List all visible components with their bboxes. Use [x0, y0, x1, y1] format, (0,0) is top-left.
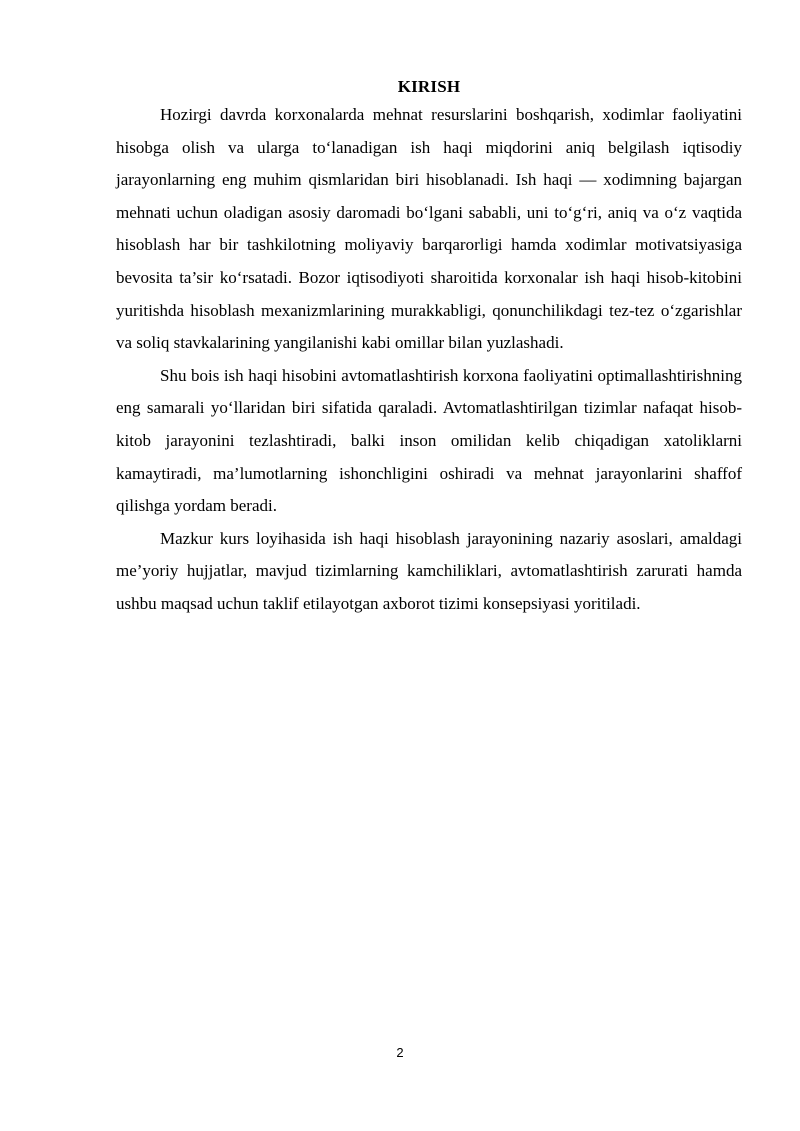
page-number: 2 [396, 1045, 404, 1060]
paragraph-3: Mazkur kurs loyihasida ish haqi hisoblash jarayonining nazariy asoslari, amaldagi me’yoriy hujjatlar, mavjud tizimlarning kamchiliklari, avtomatlashtirish zarurati hamda ushbu maqsad uchun taklif etilayotgan axborot tizimi konsepsiyasi yoritiladi. [116, 528, 742, 613]
page-content [116, 76, 742, 621]
paragraph-1: Hozirgi davrda korxonalarda mehnat resurslarini boshqarish, xodimlar faoliyatini hisobga olish va ularga to‘lanadigan ish haqi miqdorini aniq belgilash iqtisodiy jarayonlarning eng muhim qismlaridan biri hisoblanadi. Ish haqi — xodimning bajargan mehnati uchun oladigan asosiy daromadi bo‘lgani sababli, uni to‘g‘ri, aniq va o‘z vaqtida hisoblash har bir tashkilotning moliyaviy barqarorligi hamda xodimlar motivatsiyasiga bevosita ta’sir ko‘rsatadi. Bozor iqtisodiyoti sharoitida korxonalar ish haqi hisob-kitobini yuritishda hisoblash mexanizmlarining murakkabligi, qonunchilikdagi tez-tez o‘zgarishlar va soliq stavkalarining yangilanishi kabi omillar bilan yuzlashadi. [116, 105, 742, 353]
section-heading: KIRISH [397, 77, 461, 96]
paragraph-2: Shu bois ish haqi hisobini avtomatlashtirish korxona faoliyatini optimallashtirishning eng samarali yo‘llaridan biri sifatida qaraladi. Avtomatlashtirilgan tizimlar nafaqat hisob-kitob jarayonini tezlashtiradi, balki inson omilidan kelib chiqadigan xatoliklarni kamaytiradi, ma’lumotlarning ishonchligini oshiradi va mehnat jarayonlarini shaffof qilishga yordam beradi. [116, 365, 742, 516]
